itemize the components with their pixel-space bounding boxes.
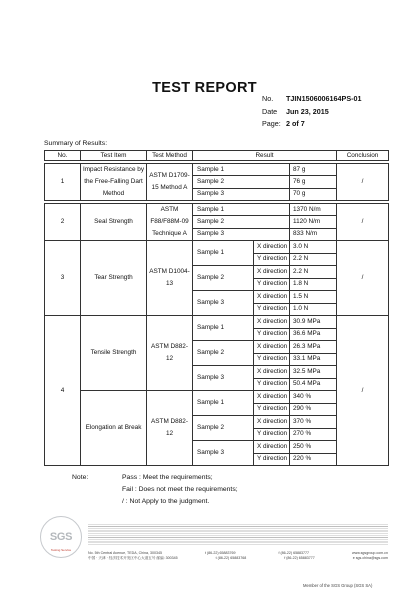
test-1-value: 76 g [290, 176, 337, 188]
test-3-direction: Y direction [254, 253, 290, 266]
meta-number-row [262, 93, 362, 106]
header-test-method: Test Method [147, 151, 193, 161]
summary-label: Summary of Results: [44, 140, 108, 147]
note-block [72, 472, 238, 509]
header-no: No. [45, 151, 81, 161]
test-4-method-tensile: ASTM D882-12 [147, 316, 193, 391]
test-3-direction: X direction [254, 241, 290, 254]
test-3-value: 2.2 N [290, 266, 337, 279]
test-3-direction: Y direction [254, 303, 290, 316]
header-test-item: Test Item [81, 151, 147, 161]
test-4-direction: X direction [254, 416, 290, 429]
header-result: Result [193, 151, 337, 161]
test-4-value: 220 % [290, 453, 337, 466]
test-4-value: 270 % [290, 428, 337, 441]
test-2-value: 1370 N/m [290, 204, 337, 216]
contact-row-chinese [88, 556, 388, 561]
note-row [72, 484, 238, 496]
test-4-value: 370 % [290, 416, 337, 429]
meta-date-label: Date [262, 106, 278, 116]
test-4-value: 26.3 MPa [290, 341, 337, 354]
table-header-row [45, 151, 389, 161]
test-4-direction: Y direction [254, 353, 290, 366]
note-row [72, 496, 238, 508]
contact-address: No. 5th Central Avenue, TEDA, China, 300345 [88, 551, 162, 555]
note-not-apply: / : Not Apply to the judgment. [122, 498, 210, 506]
test-4-direction: Y direction [254, 403, 290, 416]
sgs-seal-logo [40, 516, 82, 558]
test-3-method: ASTM D1004-13 [147, 241, 193, 316]
test-3-value: 1.0 N [290, 303, 337, 316]
test-4-sample-label: Sample 1 [193, 316, 254, 341]
test-4-sample-label: Sample 3 [193, 441, 254, 466]
test-2-no: 2 [45, 204, 81, 241]
test-3-conclusion: / [337, 241, 389, 316]
contact-address-cn: 中国 · 天津 · 经济技术开发区中心大道五号 邮编: 300345 [88, 556, 178, 560]
test-2-sample-label: Sample 1 [193, 204, 290, 216]
report-title: TEST REPORT [152, 80, 257, 96]
contact-phone: t (86-22) 65883769 [204, 551, 236, 555]
test-2-conclusion: / [337, 204, 389, 241]
test-3-value: 2.2 N [290, 253, 337, 266]
test-3-item: Tear Strength [81, 241, 147, 316]
test-4-value: 30.9 MPa [290, 316, 337, 329]
test-4-item-tensile: Tensile Strength [81, 316, 147, 391]
test-4-value: 50.4 MPa [290, 378, 337, 391]
table-row [45, 316, 389, 329]
fine-print-disclaimer [88, 524, 388, 546]
results-table [44, 150, 389, 466]
test-2-sample-label: Sample 2 [193, 216, 290, 228]
meta-page-row [262, 118, 362, 131]
meta-number-value: TJIN1506006164PS-01 [286, 94, 362, 103]
test-4-sample-label: Sample 3 [193, 366, 254, 391]
note-pass: Pass : Meet the requirements; [122, 474, 213, 481]
test-4-direction: X direction [254, 366, 290, 379]
table-row [45, 164, 389, 176]
member-text: Member of the SGS Group (SGS SA) [303, 583, 373, 588]
test-4-value: 32.5 MPa [290, 366, 337, 379]
contact-email: e sgs.china@sgs.com [352, 556, 388, 560]
test-3-value: 3.0 N [290, 241, 337, 254]
contact-block [88, 551, 388, 561]
test-4-value: 36.6 MPa [290, 328, 337, 341]
test-3-direction: X direction [254, 291, 290, 304]
test-4-direction: X direction [254, 341, 290, 354]
test-4-direction: Y direction [254, 378, 290, 391]
test-4-direction: Y direction [254, 428, 290, 441]
test-4-direction: Y direction [254, 453, 290, 466]
contact-fax: f (86-22) 65883777 [278, 551, 310, 555]
meta-page-label: Page: [262, 119, 281, 128]
test-3-sample-label: Sample 3 [193, 291, 254, 316]
test-1-sample-label: Sample 3 [193, 188, 290, 200]
test-3-value: 1.5 N [290, 291, 337, 304]
table-row [45, 241, 389, 254]
test-4-sample-label: Sample 1 [193, 391, 254, 416]
test-3-direction: Y direction [254, 278, 290, 291]
test-4-direction: X direction [254, 316, 290, 329]
test-4-direction: Y direction [254, 328, 290, 341]
test-1-value: 70 g [290, 188, 337, 200]
note-fail: Fail : Does not meet the requirements; [122, 486, 238, 494]
meta-date-value: Jun 23, 2015 [286, 106, 329, 116]
test-1-conclusion: / [337, 164, 389, 201]
test-4-value: 340 % [290, 391, 337, 404]
test-3-sample-label: Sample 1 [193, 241, 254, 266]
test-4-item-elongation: Elongation at Break [81, 391, 147, 466]
test-4-direction: X direction [254, 391, 290, 404]
note-label: Note: [72, 474, 89, 481]
test-2-sample-label: Sample 3 [193, 228, 290, 240]
test-4-conclusion: / [337, 316, 389, 466]
contact-web: www.sgsgroup.com.cn [352, 551, 388, 555]
test-1-sample-label: Sample 2 [193, 176, 290, 188]
test-2-value: 1120 N/m [290, 216, 337, 228]
test-3-direction: X direction [254, 266, 290, 279]
test-3-no: 3 [45, 241, 81, 316]
report-meta [262, 93, 362, 131]
meta-date-row [262, 106, 362, 119]
test-4-method-elongation: ASTM D882-12 [147, 391, 193, 466]
test-1-item: Impact Resistance by the Free-Falling Dart Method [81, 164, 147, 201]
note-row [72, 472, 238, 484]
meta-number-label: No. [262, 94, 274, 103]
sgs-logo-text: SGS [49, 531, 73, 543]
test-2-value: 833 N/m [290, 228, 337, 240]
contact-phone-cn: t (86-22) 65883768 [215, 556, 247, 560]
contact-fax-cn: f (86-22) 65883777 [284, 556, 315, 560]
test-2-method: ASTM F88/F88M-09 Technique A [147, 204, 193, 241]
test-4-sample-label: Sample 2 [193, 416, 254, 441]
test-3-sample-label: Sample 2 [193, 266, 254, 291]
test-1-value: 87 g [290, 164, 337, 176]
meta-page-value: 2 of 7 [286, 119, 305, 128]
test-4-value: 33.1 MPa [290, 353, 337, 366]
test-3-value: 1.8 N [290, 278, 337, 291]
test-4-direction: X direction [254, 441, 290, 454]
test-1-no: 1 [45, 164, 81, 201]
test-1-method: ASTM D1709-15 Method A [147, 164, 193, 201]
test-4-sample-label: Sample 2 [193, 341, 254, 366]
test-4-no: 4 [45, 316, 81, 466]
header-conclusion: Conclusion [337, 151, 389, 161]
table-row [45, 204, 389, 216]
sgs-logo-subtext: Testing Service [50, 548, 72, 552]
test-2-item: Seal Strength [81, 204, 147, 241]
test-1-sample-label: Sample 1 [193, 164, 290, 176]
test-4-value: 250 % [290, 441, 337, 454]
test-4-value: 290 % [290, 403, 337, 416]
